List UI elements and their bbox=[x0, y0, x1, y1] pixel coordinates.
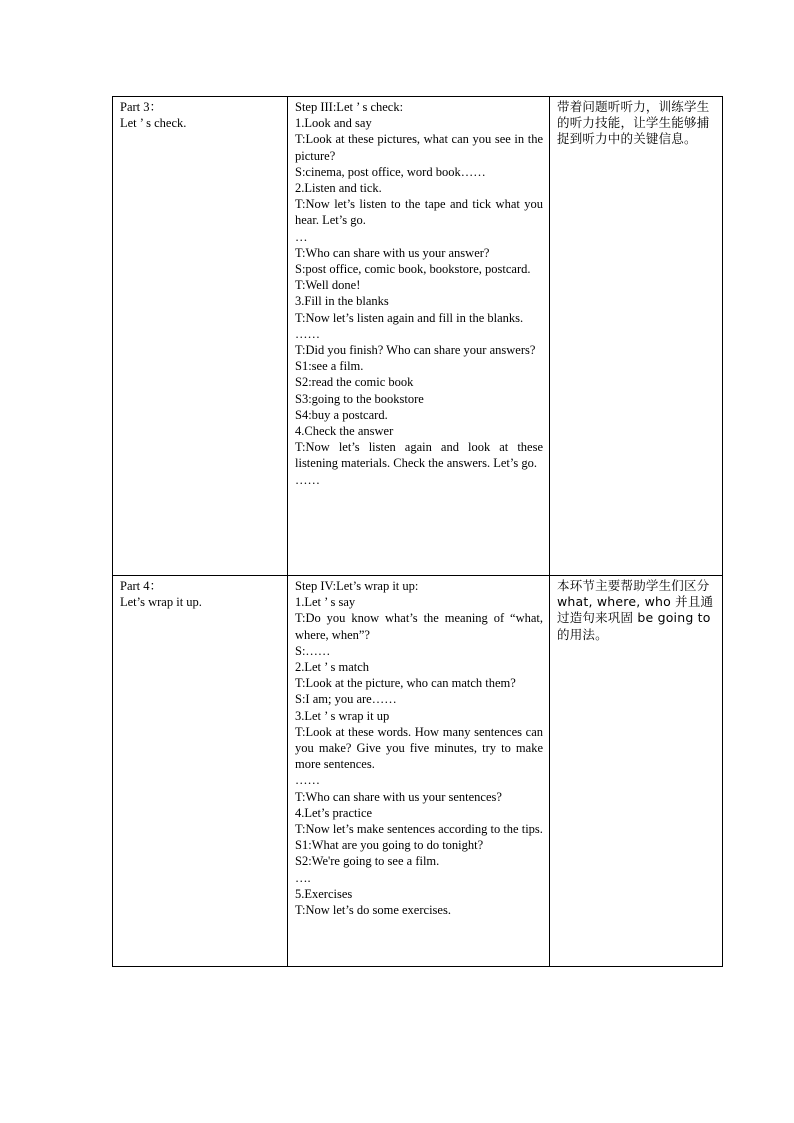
procedure-line: T:Now let’s listen to the tape and tick what you hear. Let’s go. bbox=[295, 197, 543, 228]
design-notes: 带着问题听听力，训练学生的听力技能，让学生能够捕捉到听力中的关键信息。 bbox=[557, 99, 710, 147]
procedure-line: T:Now let’s listen again and look at these listening materials. Check the answers. Let’s go. bbox=[295, 440, 543, 471]
procedure-line: S3:going to the bookstore bbox=[295, 391, 424, 406]
design-notes-cell bbox=[550, 576, 723, 967]
part-cell bbox=[113, 576, 288, 967]
procedure-line: S4:buy a postcard. bbox=[295, 407, 388, 422]
procedure-line: T:Now let’s do some exercises. bbox=[295, 903, 451, 918]
procedure-line: …… bbox=[295, 326, 320, 341]
procedure-line: S:I am; you are…… bbox=[295, 692, 397, 707]
lesson-plan-table bbox=[112, 96, 723, 967]
procedure-line: T:Now let’s listen again and fill in the blanks. bbox=[295, 310, 524, 325]
design-notes: 本环节主要帮助学生们区分 what, where, who 并且通过造句来巩固 be going to 的用法。 bbox=[557, 578, 714, 642]
procedure-line: S2:We're going to see a film. bbox=[295, 854, 440, 869]
part-label: Part 3： bbox=[120, 100, 163, 114]
procedure-line: T:Who can share with us your answer? bbox=[295, 245, 490, 260]
procedure-line: Step IV:Let’s wrap it up: bbox=[295, 579, 419, 593]
procedure-cell bbox=[288, 97, 550, 576]
procedure-line: T:Who can share with us your sentences? bbox=[295, 789, 502, 804]
procedure-line: S1:see a film. bbox=[295, 359, 364, 374]
procedure-line: T:Did you finish? Who can share your answers? bbox=[295, 343, 536, 358]
procedure-line: T:Well done! bbox=[295, 278, 361, 293]
procedure-line: 4.Let’s practice bbox=[295, 805, 373, 820]
procedure-line: T:Do you know what’s the meaning of “what, where, when”? bbox=[295, 611, 543, 642]
procedure-line: 3.Let ’ s wrap it up bbox=[295, 708, 390, 723]
procedure-line: 4.Check the answer bbox=[295, 424, 394, 439]
table-row bbox=[113, 97, 723, 576]
procedure-cell bbox=[288, 576, 550, 967]
procedure-line: S:…… bbox=[295, 643, 331, 658]
procedure-line: …. bbox=[295, 870, 311, 885]
procedure-line: T:Now let’s make sentences according to the tips. bbox=[295, 822, 543, 837]
procedure-line: 3.Fill in the blanks bbox=[295, 294, 389, 309]
procedure-line: T:Look at the picture, who can match them? bbox=[295, 676, 516, 691]
procedure-line: T:Look at these words. How many sentences can you make? Give you five minutes, try to make more sentences. bbox=[295, 724, 543, 772]
procedure-line: T:Look at these pictures, what can you see in the picture? bbox=[295, 132, 543, 163]
procedure-line: S1:What are you going to do tonight? bbox=[295, 838, 484, 853]
part-cell bbox=[113, 97, 288, 576]
part-label: Part 4： bbox=[120, 579, 163, 593]
procedure-line: … bbox=[295, 229, 308, 244]
part-title: Let’s wrap it up. bbox=[120, 595, 202, 610]
procedure-line: S:post office, comic book, bookstore, postcard. bbox=[295, 262, 531, 277]
part-title: Let ’ s check. bbox=[120, 116, 187, 131]
procedure-line: S2:read the comic book bbox=[295, 375, 414, 390]
design-notes-cell bbox=[550, 97, 723, 576]
procedure-line: 1.Look and say bbox=[295, 116, 372, 131]
procedure-line: 1.Let ’ s say bbox=[295, 595, 356, 610]
table-row bbox=[113, 576, 723, 967]
procedure-line: …… bbox=[295, 773, 320, 788]
procedure-line: …… bbox=[295, 472, 320, 487]
procedure-line: 5.Exercises bbox=[295, 886, 353, 901]
procedure-line: S:cinema, post office, word book…… bbox=[295, 164, 486, 179]
procedure-line: Step III:Let ’ s check: bbox=[295, 100, 404, 114]
procedure-line: 2.Listen and tick. bbox=[295, 181, 382, 196]
procedure-line: 2.Let ’ s match bbox=[295, 660, 370, 675]
